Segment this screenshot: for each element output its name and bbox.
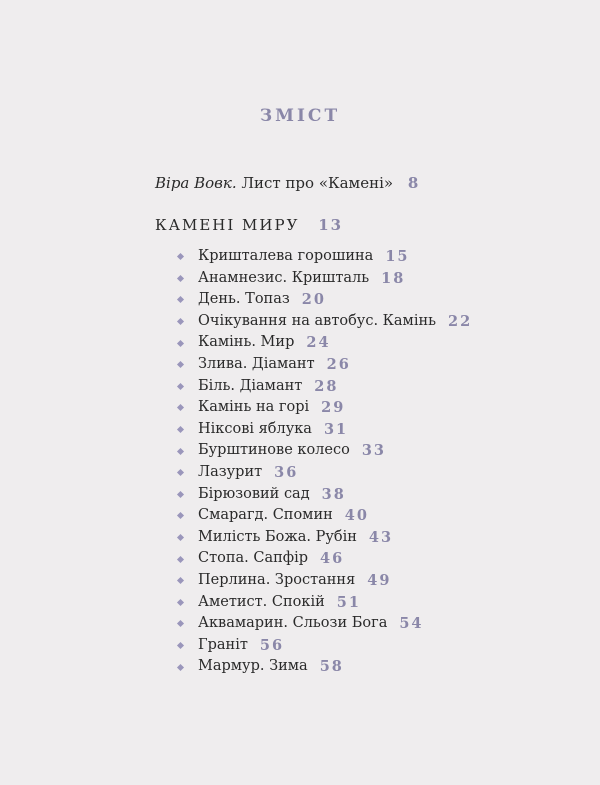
entry-title: Бурштинове колесо — [198, 442, 350, 459]
diamond-bullet-icon — [177, 426, 184, 433]
entry-page-number: 40 — [344, 507, 369, 525]
diamond-bullet-icon — [177, 253, 184, 260]
diamond-bullet-icon — [177, 469, 184, 476]
entry-page-number: 38 — [321, 485, 346, 503]
entry-title: Анамнезис. Кришталь — [198, 269, 370, 286]
list-item — [176, 289, 472, 311]
section-heading — [155, 214, 343, 236]
diamond-bullet-icon — [177, 318, 184, 325]
list-item — [176, 311, 472, 333]
entry-title: День. Топаз — [198, 291, 290, 308]
list-item — [176, 570, 472, 592]
diamond-bullet-icon — [177, 664, 184, 671]
entry-title: Аметист. Спокій — [198, 593, 325, 610]
list-item — [176, 484, 472, 506]
list-item — [176, 440, 472, 462]
entry-page-number: 46 — [320, 550, 345, 568]
diamond-bullet-icon — [177, 448, 184, 455]
diamond-bullet-icon — [177, 275, 184, 282]
list-item — [176, 635, 472, 657]
entry-page-number: 24 — [306, 334, 331, 352]
entry-page-number: 31 — [323, 420, 349, 438]
list-item — [176, 376, 472, 398]
diamond-bullet-icon — [177, 620, 184, 627]
entry-title: Очікування на автобус. Камінь — [198, 312, 437, 329]
entry-title: Бірюзовий сад — [198, 485, 310, 502]
intro-author: Віра Вовк. — [155, 174, 237, 192]
entry-title: Ніксові яблука — [198, 420, 312, 437]
entry-page-number: 28 — [314, 377, 339, 395]
list-item — [176, 548, 472, 570]
entry-title: Смарагд. Спомин — [198, 507, 333, 524]
entry-title: Милість Божа. Рубін — [198, 528, 357, 545]
entry-page-number: 36 — [274, 463, 299, 481]
contents-list — [176, 246, 472, 678]
diamond-bullet-icon — [177, 296, 184, 303]
diamond-bullet-icon — [177, 491, 184, 498]
entry-page-number: 56 — [259, 636, 285, 654]
entry-title: Кришталева горошина — [198, 248, 374, 264]
entry-page-number: 26 — [326, 355, 351, 373]
entry-title: Стопа. Сапфір — [198, 550, 309, 567]
intro-entry — [155, 172, 420, 194]
diamond-bullet-icon — [177, 383, 184, 390]
diamond-bullet-icon — [177, 534, 184, 541]
entry-title: Граніт — [198, 636, 248, 653]
page-title: ЗМІСТ — [259, 106, 341, 126]
entry-page-number: 54 — [399, 615, 424, 633]
entry-page-number: 51 — [336, 593, 361, 611]
section-page-number: 13 — [318, 216, 344, 234]
list-item — [176, 397, 472, 419]
list-item — [176, 592, 472, 614]
entry-page-number: 29 — [321, 399, 346, 417]
diamond-bullet-icon — [177, 512, 184, 519]
entry-title: Перлина. Зростання — [198, 571, 356, 588]
entry-page-number: 18 — [381, 269, 406, 287]
entry-title: Камінь. Мир — [198, 334, 295, 351]
entry-page-number: 58 — [319, 658, 344, 676]
diamond-bullet-icon — [177, 556, 184, 563]
list-item — [176, 505, 472, 527]
entry-title: Мармур. Зима — [198, 658, 308, 675]
diamond-bullet-icon — [177, 642, 184, 649]
diamond-bullet-icon — [177, 599, 184, 606]
entry-page-number: 43 — [368, 528, 394, 546]
entry-title: Лазурит — [198, 463, 263, 480]
diamond-bullet-icon — [177, 340, 184, 347]
intro-title: Лист про «Камені» — [241, 174, 394, 192]
entry-title: Біль. Діамант — [198, 377, 303, 394]
list-item — [176, 527, 472, 549]
list-item — [176, 419, 472, 441]
diamond-bullet-icon — [177, 361, 184, 368]
list-item — [176, 613, 472, 635]
entry-page-number: 49 — [367, 571, 392, 589]
entry-page-number: 15 — [385, 248, 410, 265]
section-title: КАМЕНІ МИРУ — [155, 216, 300, 234]
entry-title: Аквамарин. Сльози Бога — [198, 615, 388, 632]
entry-page-number: 22 — [448, 312, 473, 330]
list-item — [176, 462, 472, 484]
intro-page-number: 8 — [407, 174, 421, 192]
entry-title: Камінь на горі — [198, 399, 310, 416]
diamond-bullet-icon — [177, 577, 184, 584]
entry-page-number: 20 — [301, 291, 326, 309]
list-item — [176, 268, 472, 290]
diamond-bullet-icon — [177, 404, 184, 411]
list-item — [176, 656, 472, 678]
list-item — [176, 354, 472, 376]
list-item — [176, 332, 472, 354]
entry-page-number: 33 — [361, 442, 387, 460]
list-item — [176, 246, 472, 268]
entry-title: Злива. Діамант — [198, 355, 315, 372]
